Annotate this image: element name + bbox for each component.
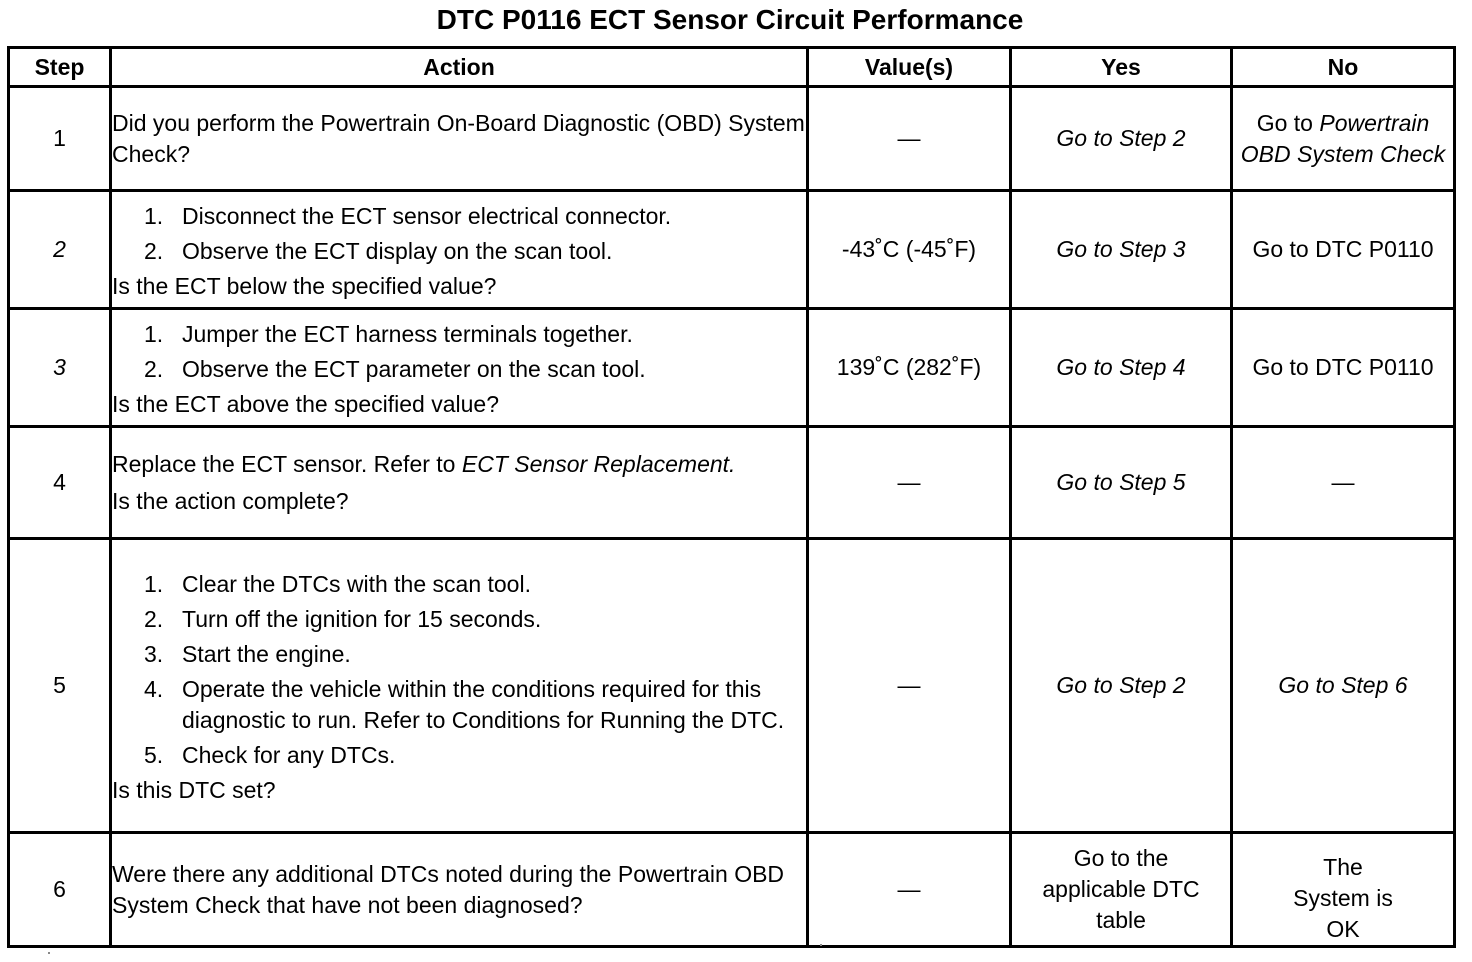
list-item-text: Observe the ECT display on the scan tool.	[182, 238, 613, 264]
step-number: 2	[9, 191, 111, 309]
yes-cell: Go to Step 2	[1011, 87, 1232, 191]
value-cell: —	[808, 87, 1011, 191]
no-cell	[1232, 87, 1455, 191]
no-link-text: Powertrain OBD System Check	[1240, 109, 1446, 167]
action-text: Were there any additional DTCs noted during the Powertrain OBD System Check that have not been diagnosed?	[112, 860, 785, 918]
scan-speck	[48, 952, 50, 954]
list-item	[144, 674, 806, 736]
action-cell	[111, 539, 808, 833]
list-item-number: 2.	[144, 606, 164, 632]
action-cell	[111, 191, 808, 309]
list-item	[144, 354, 806, 385]
question-text: Is the action complete?	[112, 487, 349, 514]
list-item-number: 1.	[144, 203, 164, 229]
dtc-diagnostic-table	[7, 46, 1456, 948]
list-item-text: Start the engine.	[182, 641, 351, 667]
no-cell: Go to DTC P0110	[1232, 309, 1455, 427]
list-item-number: 3.	[144, 641, 164, 667]
table-header-row	[9, 48, 1455, 87]
table-row-step-6	[9, 833, 1455, 947]
list-item	[144, 201, 806, 232]
value-cell: —	[808, 833, 1011, 947]
list-item-text: Jumper the ECT harness terminals together.	[182, 321, 633, 347]
list-item	[144, 740, 806, 771]
no-cell: —	[1232, 427, 1455, 539]
value-cell: 139˚C (282˚F)	[808, 309, 1011, 427]
list-item-text: Operate the vehicle within the conditions required for this diagnostic to run. Refer to Conditions for Running the DTC.	[182, 676, 785, 733]
list-item-text: Clear the DTCs with the scan tool.	[182, 571, 531, 597]
list-item-text: Disconnect the ECT sensor electrical connector.	[182, 203, 672, 229]
list-item-number: 5.	[144, 742, 164, 768]
table-row-step-3	[9, 309, 1455, 427]
list-item-number: 2.	[144, 356, 164, 382]
header-yes: Yes	[1011, 48, 1232, 87]
header-values: Value(s)	[808, 48, 1011, 87]
step-number: 6	[9, 833, 111, 947]
scan-speck	[820, 944, 822, 946]
question-text: Is this DTC set?	[112, 777, 276, 803]
list-item	[144, 604, 806, 635]
action-reference: ECT Sensor Replacement.	[461, 450, 736, 477]
list-item-number: 2.	[144, 238, 164, 264]
step-number: 1	[9, 87, 111, 191]
action-text: Replace the ECT sensor. Refer to	[112, 450, 456, 477]
yes-cell: Go to Step 3	[1011, 191, 1232, 309]
step-number: 5	[9, 539, 111, 833]
action-cell	[111, 833, 808, 947]
table-row-step-1	[9, 87, 1455, 191]
step-number: 4	[9, 427, 111, 539]
list-item-number: 4.	[144, 676, 164, 702]
list-item	[144, 319, 806, 350]
yes-cell: Go to Step 2	[1011, 539, 1232, 833]
list-item-number: 1.	[144, 321, 164, 347]
value-cell: —	[808, 539, 1011, 833]
question-text: Is the ECT above the specified value?	[112, 391, 499, 417]
list-item-text: Turn off the ignition for 15 seconds.	[182, 606, 542, 632]
question-text: Is the ECT below the specified value?	[112, 273, 497, 299]
value-cell: -43˚C (-45˚F)	[808, 191, 1011, 309]
procedure-list	[144, 319, 806, 385]
yes-cell: Go to Step 4	[1011, 309, 1232, 427]
list-item	[144, 639, 806, 670]
header-no: No	[1232, 48, 1455, 87]
list-item	[144, 236, 806, 267]
table-row-step-4	[9, 427, 1455, 539]
header-step: Step	[9, 48, 111, 87]
action-cell	[111, 87, 808, 191]
list-item-text: Observe the ECT parameter on the scan tool.	[182, 356, 646, 382]
action-cell	[111, 427, 808, 539]
value-cell: —	[808, 427, 1011, 539]
list-item-text: Check for any DTCs.	[182, 742, 396, 768]
no-cell: The System is OK	[1232, 833, 1455, 947]
procedure-list	[144, 569, 806, 771]
table-row-step-2	[9, 191, 1455, 309]
table-row-step-5	[9, 539, 1455, 833]
list-item	[144, 569, 806, 600]
step-number: 3	[9, 309, 111, 427]
yes-cell: Go to Step 5	[1011, 427, 1232, 539]
yes-cell: Go to the applicable DTC table	[1011, 833, 1232, 947]
page-title: DTC P0116 ECT Sensor Circuit Performance	[436, 4, 1024, 35]
procedure-list	[144, 201, 806, 267]
no-prefix: Go to	[1256, 109, 1313, 136]
action-text: Did you perform the Powertrain On-Board Diagnostic (OBD) System Check?	[112, 109, 805, 167]
header-action: Action	[111, 48, 808, 87]
list-item-number: 1.	[144, 571, 164, 597]
no-cell: Go to DTC P0110	[1232, 191, 1455, 309]
action-cell	[111, 309, 808, 427]
no-cell: Go to Step 6	[1232, 539, 1455, 833]
